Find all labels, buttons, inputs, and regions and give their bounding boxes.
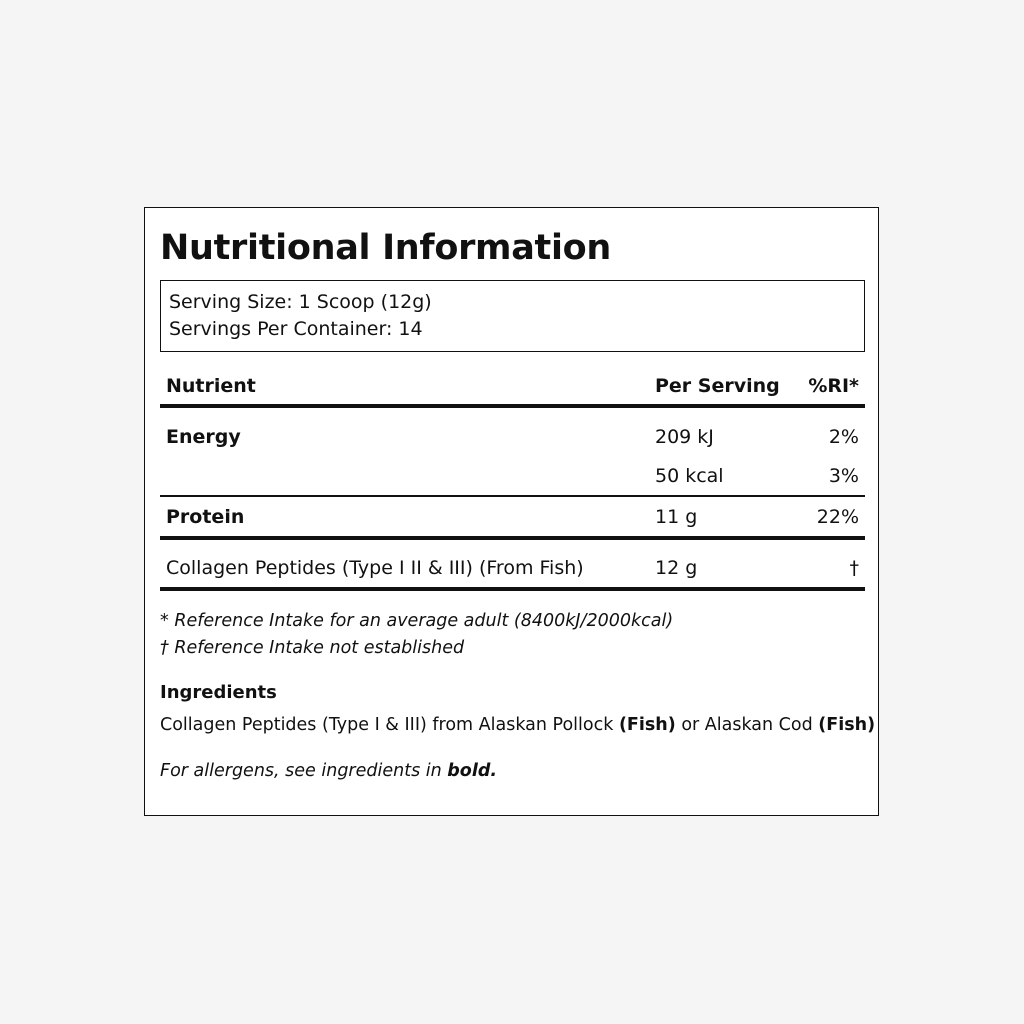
- serving-info-box: [160, 280, 865, 352]
- ingredients-text: [160, 712, 875, 738]
- row-ri: †: [849, 557, 859, 579]
- nutrition-label: [144, 207, 879, 816]
- table-row: [160, 553, 865, 583]
- table-row: [160, 422, 865, 452]
- servings-per-container: Servings Per Container: 14: [169, 318, 423, 340]
- row-per-serving: 50 kcal: [655, 465, 724, 487]
- section-divider: [160, 536, 865, 540]
- footnote-reference-intake: * Reference Intake for an average adult (8400kJ/2000kcal): [160, 611, 674, 631]
- ingredients-part-1: Collagen Peptides (Type I & III) from Alaskan Pollock: [160, 715, 619, 735]
- row-ri: 3%: [828, 465, 859, 487]
- serving-size: Serving Size: 1 Scoop (12g): [169, 291, 432, 313]
- allergen-fish-2: (Fish): [818, 715, 876, 735]
- table-bottom-divider: [160, 587, 865, 591]
- row-per-serving: 209 kJ: [655, 426, 714, 448]
- row-nutrient: Protein: [166, 506, 245, 528]
- table-header: [160, 371, 865, 401]
- ingredients-part-2: or Alaskan Cod: [675, 715, 819, 735]
- row-ri: 22%: [816, 506, 859, 528]
- allergen-note: [160, 758, 497, 784]
- row-nutrient: Collagen Peptides (Type I II & III) (From Fish): [166, 557, 584, 579]
- header-ri: %RI*: [808, 375, 859, 397]
- allergen-note-emphasis: bold.: [447, 761, 498, 781]
- ingredients-heading: Ingredients: [160, 682, 277, 703]
- table-row: [160, 461, 865, 491]
- label-title: Nutritional Information: [160, 228, 612, 268]
- row-ri: 2%: [828, 426, 859, 448]
- header-nutrient: Nutrient: [166, 375, 256, 397]
- footnote-not-established: † Reference Intake not established: [160, 638, 465, 658]
- allergen-fish-1: (Fish): [618, 715, 676, 735]
- allergen-note-text: For allergens, see ingredients in: [160, 761, 448, 781]
- header-divider: [160, 404, 865, 408]
- header-per-serving: Per Serving: [655, 375, 780, 397]
- row-divider: [160, 495, 865, 497]
- row-per-serving: 11 g: [655, 506, 698, 528]
- table-row: [160, 502, 865, 532]
- row-per-serving: 12 g: [655, 557, 698, 579]
- row-nutrient: Energy: [166, 426, 241, 448]
